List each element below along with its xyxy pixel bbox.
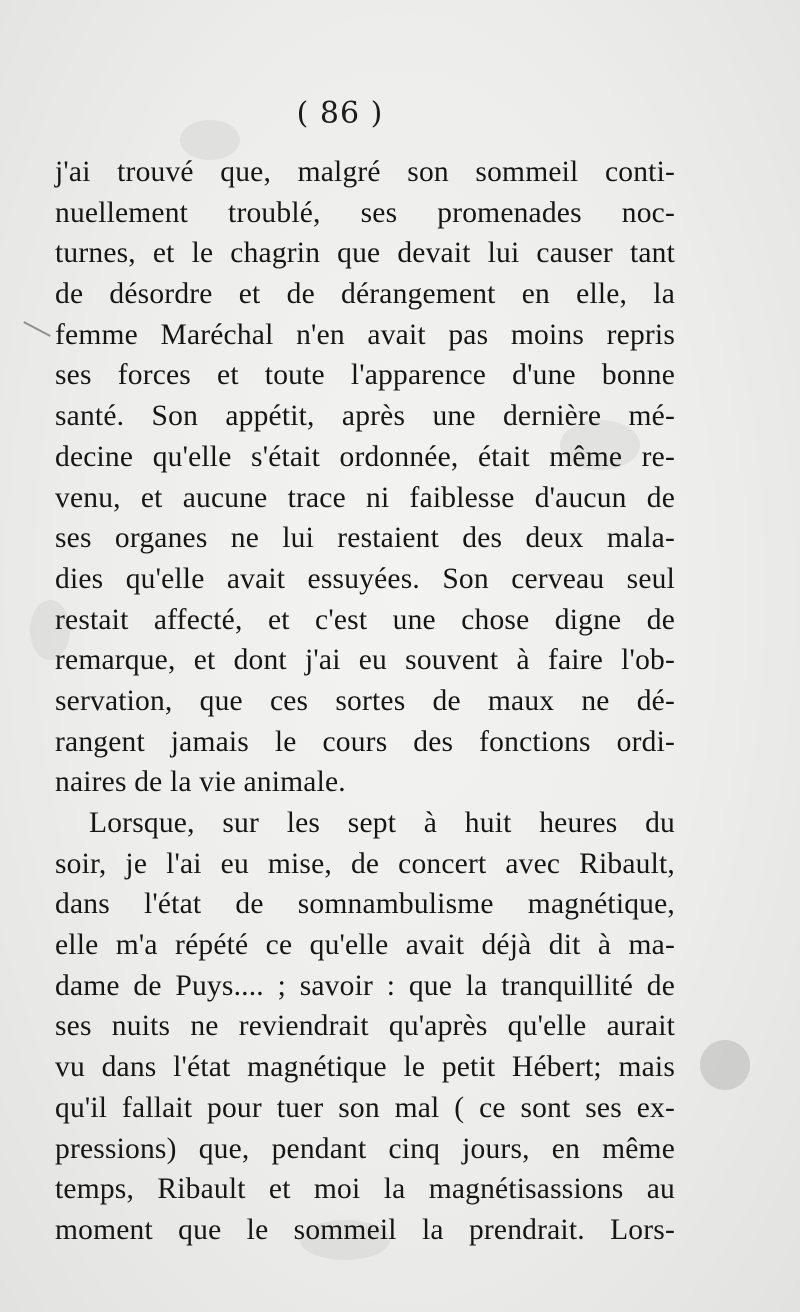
text-line: temps, Ribault et moi la magnétisassions au xyxy=(55,1173,675,1206)
text-line: turnes, et le chagrin que devait lui causer tant xyxy=(55,237,675,270)
text-line: dame de Puys.... ; savoir : que la tranquillité de xyxy=(55,969,675,1002)
text-line: restait affecté, et c'est une chose digne de xyxy=(55,603,675,636)
text-line: servation, que ces sortes de maux ne dé- xyxy=(55,684,675,717)
text-line: moment que le sommeil la prendrait. Lors- xyxy=(55,1213,675,1246)
text-line: remarque, et dont j'ai eu souvent à faire l'ob- xyxy=(55,644,675,677)
gutter-mark xyxy=(23,321,50,337)
text-line: Lorsque, sur les sept à huit heures du xyxy=(89,807,675,839)
text-line: femme Maréchal n'en avait pas moins repris xyxy=(55,318,675,351)
text-line: nuellement troublé, ses promenades noc- xyxy=(55,196,675,229)
text-line: pressions) que, pendant cinq jours, en même xyxy=(55,1132,675,1165)
text-line: venu, et aucune trace ni faiblesse d'aucun de xyxy=(55,481,675,514)
text-line: soir, je l'ai eu mise, de concert avec Ribault, xyxy=(55,847,675,880)
page-number: ( 86 ) xyxy=(296,96,384,131)
text-line: de désordre et de dérangement en elle, la xyxy=(55,278,675,311)
text-line: j'ai trouvé que, malgré son sommeil conti- xyxy=(55,156,675,188)
paragraph-1 xyxy=(55,152,675,803)
text-line: ses organes ne lui restaient des deux mala- xyxy=(55,522,675,555)
text-line: ses nuits ne reviendrait qu'après qu'elle aurait xyxy=(55,1010,675,1043)
text-line: qu'il fallait pour tuer son mal ( ce sont ses ex- xyxy=(55,1091,675,1124)
text-line: rangent jamais le cours des fonctions ordi- xyxy=(55,725,675,758)
text-line: dies qu'elle avait essuyées. Son cerveau seul xyxy=(55,562,675,595)
text-line: elle m'a répété ce qu'elle avait déjà dit à ma- xyxy=(55,929,675,962)
paragraph-2 xyxy=(55,803,675,1251)
body-text xyxy=(55,152,675,1251)
text-line: decine qu'elle s'était ordonnée, était même re- xyxy=(55,440,675,473)
text-line: santé. Son appétit, après une dernière mé- xyxy=(55,400,675,433)
text-line: ses forces et toute l'apparence d'une bonne xyxy=(55,359,675,392)
text-line: naires de la vie animale. xyxy=(55,766,346,799)
text-line: dans l'état de somnambulisme magnétique, xyxy=(55,888,675,921)
paper-speck xyxy=(700,1040,750,1090)
text-line: vu dans l'état magnétique le petit Hébert; mais xyxy=(55,1051,675,1084)
